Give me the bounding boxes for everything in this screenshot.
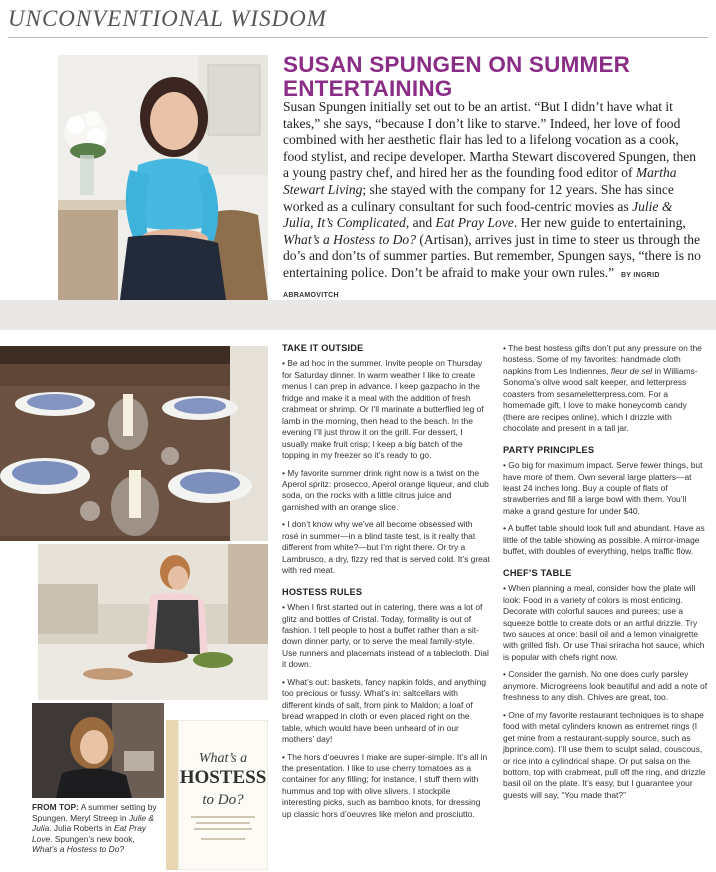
paragraph: • I don’t know why we’ve all become obsessed with rosé in summer—in a blind taste test, is it really that different from white?—but I’m right there. Or try a Lambrusco, a dry, fizzy red that is served cold. It’s great with red meat. <box>282 519 490 576</box>
divider-band <box>0 300 716 330</box>
heading-hostess-rules: HOSTESS RULES <box>282 586 363 597</box>
paragraph: • When planning a meal, consider how the plate will look: Food in a variety of colors is most enticing. Decorate with colorful sauces and purees; use a squeeze bottle to create dots or an artful drizzle. Try two sauces at once: basil oil and a lemon vinaigrette with grilled fish. Or use Thai sriracha hot sauce, which is popular with chefs right now. <box>503 583 705 662</box>
paragraph: • What’s out: baskets, fancy napkin folds, and anything too precious or fussy. What’s in: saltcellars with different kinds of salt, from pink to Maldon; a loaf of bread wrapped in cloth or even placed right on the table, which would have been unheard of in our mothers’ day! <box>282 676 487 745</box>
heading-take-it-outside: TAKE IT OUTSIDE <box>282 343 364 353</box>
article-lede: Susan Spungen initially set out to be an artist. “But I didn’t have what it takes,” she says, “because I don’t like to starve.” Indeed, her love of food combined with her aesthetic flair has led to a lifelong vocation as a cook, food stylist, and recipe developer. Martha Stewart discovered Spungen, then a young pastry chef, and hired her as the founding food editor of Martha Stewart Living; she stayed with the company for 12 years. She has since worked as a culinary consultant for such food-centric movies as Julie & Julia, It’s Complicated, and Eat Pray Love. Her new guide to entertaining, What’s a Hostess to Do? (Artisan), arrives just in time to steer us through the do’s and don’ts of summer parties. But remember, Spungen says, “there is no entertaining police. Don’t be afraid to make your own rules.” BY INGRID ABRAMOVITCH <box>283 99 701 299</box>
byline: BY INGRID ABRAMOVITCH <box>283 271 660 299</box>
paragraph: • One of my favorite restaurant techniques is to shape food with metal cylinders known as entremet rings (I get mine from a restaurant-supply source, such as jbprince.com). I’ll use them to sculpt salad, couscous, or rice into a cylindrical shape. Or put salsa on the bottom, top with crabmeat, pull off the ring, and drizzle basil oil on the plate. It’s easy, but I guarantee your guests will say, “You made that?” <box>503 709 706 800</box>
book-title-3: to Do? <box>202 792 244 808</box>
book-title-1: What’s a <box>198 751 248 766</box>
paragraph: • My favorite summer drink right now is a twist on the Aperol spritz: prosecco, Aperol orange liqueur, and club soda, on the rocks with a little citrus juice and garnished with an orange slice. <box>282 467 489 512</box>
paragraph: • The best hostess gifts don’t put any pressure on the hostess. Some of my favorites: handmade cloth napkins from Les Indiennes, fleur de sel in Williams-Sonoma’s olive wood salt keeper, and letterpress coasters from sesameletterpress.com. For a homemade gift, I love to make honeycomb candy (there are recipes online), which I drizzle with chocolate and present in a tall jar. <box>503 343 702 434</box>
paragraph: • A buffet table should look full and abundant. Have as little of the table showing as possible. A mirror-image buffet, with doubles of everything, helps traffic flow. <box>503 523 705 557</box>
top-rule <box>8 37 708 38</box>
column-2 <box>503 343 708 807</box>
heading-party-principles: PARTY PRINCIPLES <box>503 444 595 455</box>
paragraph: • The hors d’oeuvres I make are super-simple. It’s all in the presentation. I like to use cherry tomatoes as a container for any filling; for instance, I stuff them with hummus and top with olive slivers. I stockpile interesting picks, such as bamboo knots, for dressing up classic hors d’oeuvres like melon and prosciutto. <box>282 751 488 819</box>
column-1 <box>282 343 490 826</box>
section-title: UNCONVENTIONAL WISDOM <box>8 6 327 31</box>
photo-caption: FROM TOP: A summer setting by Spungen. Meryl Streep in Julie & Julia. Julia Roberts in Eat Pray Love. Spungen’s new book, What’s a Hostess to Do? <box>32 802 157 854</box>
paragraph: • Consider the garnish. No one does curly parsley anymore. Microgreens look beautiful and add a note of freshness to any dish. Chives are great, too. <box>503 669 708 703</box>
portrait-photo <box>58 55 268 300</box>
paragraph: • Be ad hoc in the summer. Invite people on Thursday for Saturday dinner. In warm weather I like to create menus I can prep in advance. I keep gazpacho in the fridge and make it a meal with the addition of fresh crabmeat or shrimp. Or I’ll marinate a butterflied leg of lamb in the morning, then head to the beach. In the evening I’ll just throw it on the grill. For dessert, I usually make fruit crisp; I keep a big batch of the topping in my freezer so it’s ready to go. <box>282 358 484 461</box>
book-title-2: HOSTESS <box>179 767 267 788</box>
paragraph: • Go big for maximum impact. Serve fewer things, but have more of them. Own several large platters—at least 24 inches long. Buy a couple of flats of strawberries and fill a large bowl with them. You’ll make a grand gesture for under $40. <box>503 460 703 516</box>
julie-julia-photo <box>38 544 268 700</box>
article-headline: SUSAN SPUNGEN ON SUMMER ENTERTAINING <box>283 52 631 101</box>
paragraph: • When I first started out in catering, there was a lot of glitz and bottles of Cristal. Today, formality is out of fashion. I tell people to host a buffet rather than a sit-down dinner party, or to serve the meal family-style. Use runners and placemats instead of a tablecloth. Dial it down. <box>282 602 489 670</box>
eat-pray-love-photo <box>32 703 164 798</box>
book-cover <box>166 720 268 870</box>
heading-chefs-table: CHEF’S TABLE <box>503 567 572 578</box>
table-setting-photo <box>0 346 268 541</box>
